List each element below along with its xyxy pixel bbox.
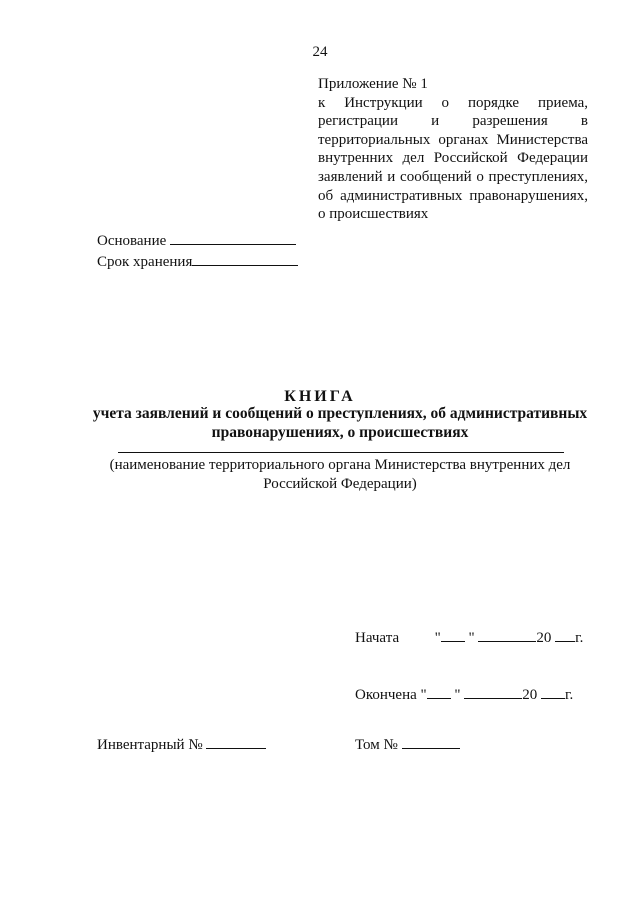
org-caption: (наименование территориального органа Министерства внутренних дел Российской Федерации) [109, 457, 571, 492]
inventory-line [97, 734, 266, 754]
basis-label: Основание [97, 233, 167, 249]
page-number: 24 [312, 44, 328, 60]
storage-label: Срок хранения [97, 254, 193, 270]
storage-blank [192, 251, 298, 266]
book-subtitle: учета заявлений и сообщений о преступлениях, об административных правонарушениях, о происшествиях [92, 405, 588, 441]
book-title: КНИГА [284, 388, 356, 405]
volume-line [355, 734, 460, 754]
year-blank [541, 685, 565, 699]
day-quote-close: " [468, 630, 475, 646]
started-label: Начата [355, 630, 400, 646]
volume-blank [402, 734, 460, 749]
year-blank [555, 628, 575, 642]
year-prefix: 20 [522, 687, 538, 703]
year-suffix: г. [575, 630, 584, 646]
basis-blank [170, 230, 296, 245]
storage-line [97, 251, 298, 272]
day-quote-open: " [434, 630, 441, 646]
year-prefix: 20 [536, 630, 552, 646]
finished-row [355, 685, 605, 704]
day-quote-close: " [454, 687, 461, 703]
month-blank [464, 685, 522, 699]
dates-block [355, 628, 605, 704]
finished-label: Окончена [355, 687, 417, 703]
day-quote-open: " [420, 687, 427, 703]
started-row [355, 628, 605, 647]
basis-line [97, 230, 298, 251]
annex-body: к Инструкции о порядке приема, регистрации и разрешения в территориальных органах Министерства внутренних дел Российской Федерации заявлений и сообщений о преступлениях, об административных правонарушениях, о происшествиях [318, 94, 588, 223]
volume-label: Том № [355, 737, 398, 753]
annex-title: Приложение № 1 [318, 76, 428, 92]
inventory-label: Инвентарный № [97, 737, 203, 753]
day-blank [441, 628, 465, 642]
year-suffix: г. [565, 687, 574, 703]
day-blank [427, 685, 451, 699]
org-name-blank [118, 452, 564, 453]
inventory-blank [206, 734, 266, 749]
basis-block [97, 230, 298, 272]
month-blank [478, 628, 536, 642]
annex-block [318, 75, 588, 224]
